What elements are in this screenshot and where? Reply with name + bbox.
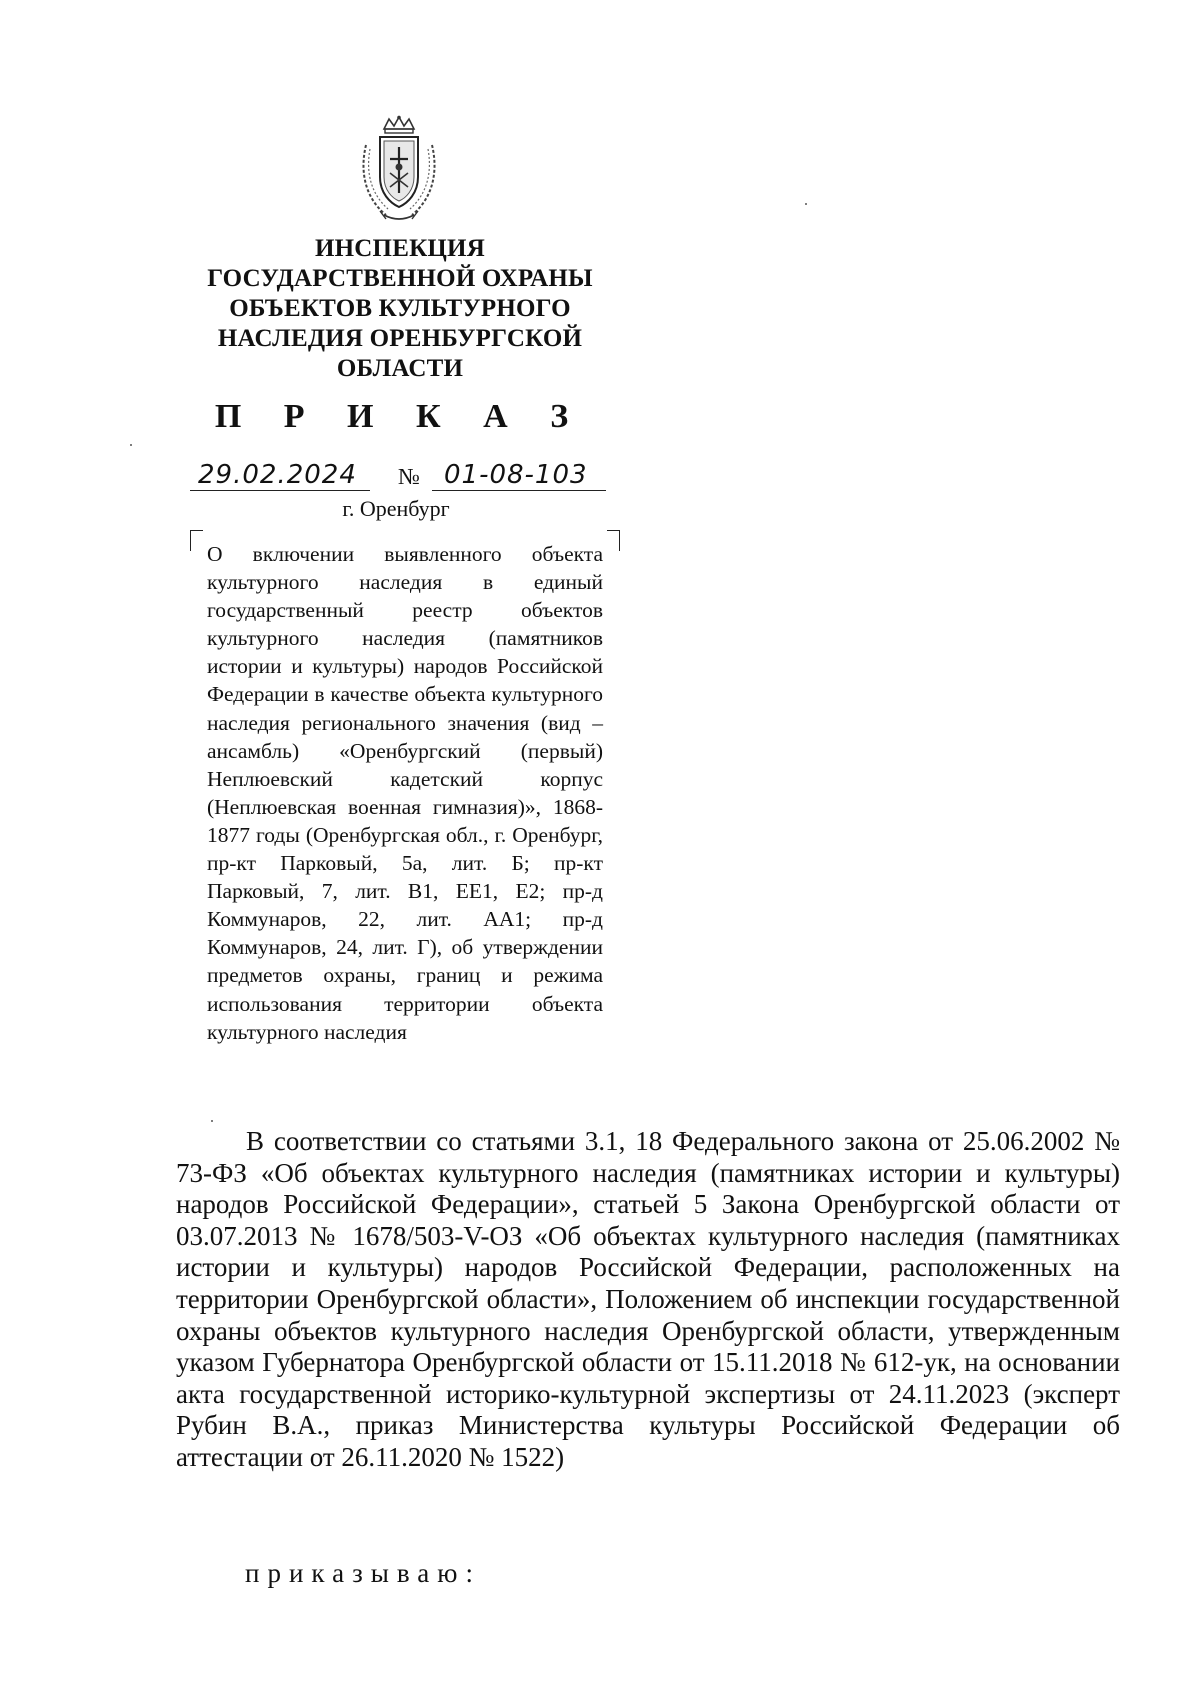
- handwritten-number: 01-08-103: [432, 460, 606, 491]
- subject-text: О включении выявленного объекта культурного наследия в единый государственный реестр объектов культурного наследия (памятников истории и культуры) народов Российской Федерации в качестве объекта культурного наследия регионального значения (вид – ансамбль) «Оренбургский (первый) Неплюевский кадетский корпус (Неплюевская военная гимназия)», 1868-1877 годы (Оренбургская обл., г. Оренбург, пр-кт Парковый, 5а, лит. Б; пр-кт Парковый, 7, лит. В1, ЕЕ1, Е2; пр-д Коммунаров, 22, лит. АА1; пр-д Коммунаров, 24, лит. Г), об утверждении предметов охраны, границ и режима использования территории объекта культурного наследия: [207, 542, 603, 1044]
- organization-name: [180, 234, 620, 384]
- scan-speck: [211, 1120, 213, 1122]
- organization-line: ИНСПЕКЦИЯ: [315, 235, 485, 262]
- scan-speck: [805, 203, 807, 205]
- number-sign: №: [398, 464, 420, 489]
- organization-line: ОБЪЕКТОВ КУЛЬТУРНОГО: [229, 295, 571, 322]
- corner-bracket-right: [607, 530, 620, 551]
- registration-row: [186, 460, 606, 494]
- organization-line: ОБЛАСТИ: [336, 355, 464, 382]
- scan-speck: [130, 444, 132, 446]
- corner-bracket-left: [190, 530, 203, 551]
- organization-line: ГОСУДАРСТВЕННОЙ ОХРАНЫ: [207, 265, 593, 292]
- city-label: г. Оренбург: [342, 496, 450, 521]
- document-title: П Р И К А З: [214, 398, 586, 435]
- coat-of-arms-icon: [356, 115, 442, 225]
- order-word: приказываю:: [245, 1558, 481, 1588]
- organization-line: НАСЛЕДИЯ ОРЕНБУРГСКОЙ: [217, 325, 583, 352]
- handwritten-date: 29.02.2024: [190, 460, 370, 491]
- body-paragraph: В соответствии со статьями 3.1, 18 Федерального закона от 25.06.2002 № 73-ФЗ «Об объектах культурного наследия (памятниках истории и культуры) народов Российской Федерации», статьей 5 Закона Оренбургской области от 03.07.2013 № 1678/503-V-ОЗ «Об объектах культурного наследия (памятниках истории и культуры) народов Российской Федерации, расположенных на территории Оренбургской области», Положением об инспекции государственной охраны объектов культурного наследия Оренбургской области, утвержденным указом Губернатора Оренбургской области от 15.11.2018 № 612-ук, на основании акта государственной историко-культурной экспертизы от 24.11.2023 (эксперт Рубин В.А., приказ Министерства культуры Российской Федерации об аттестации от 26.11.2020 № 1522): [176, 1126, 1120, 1472]
